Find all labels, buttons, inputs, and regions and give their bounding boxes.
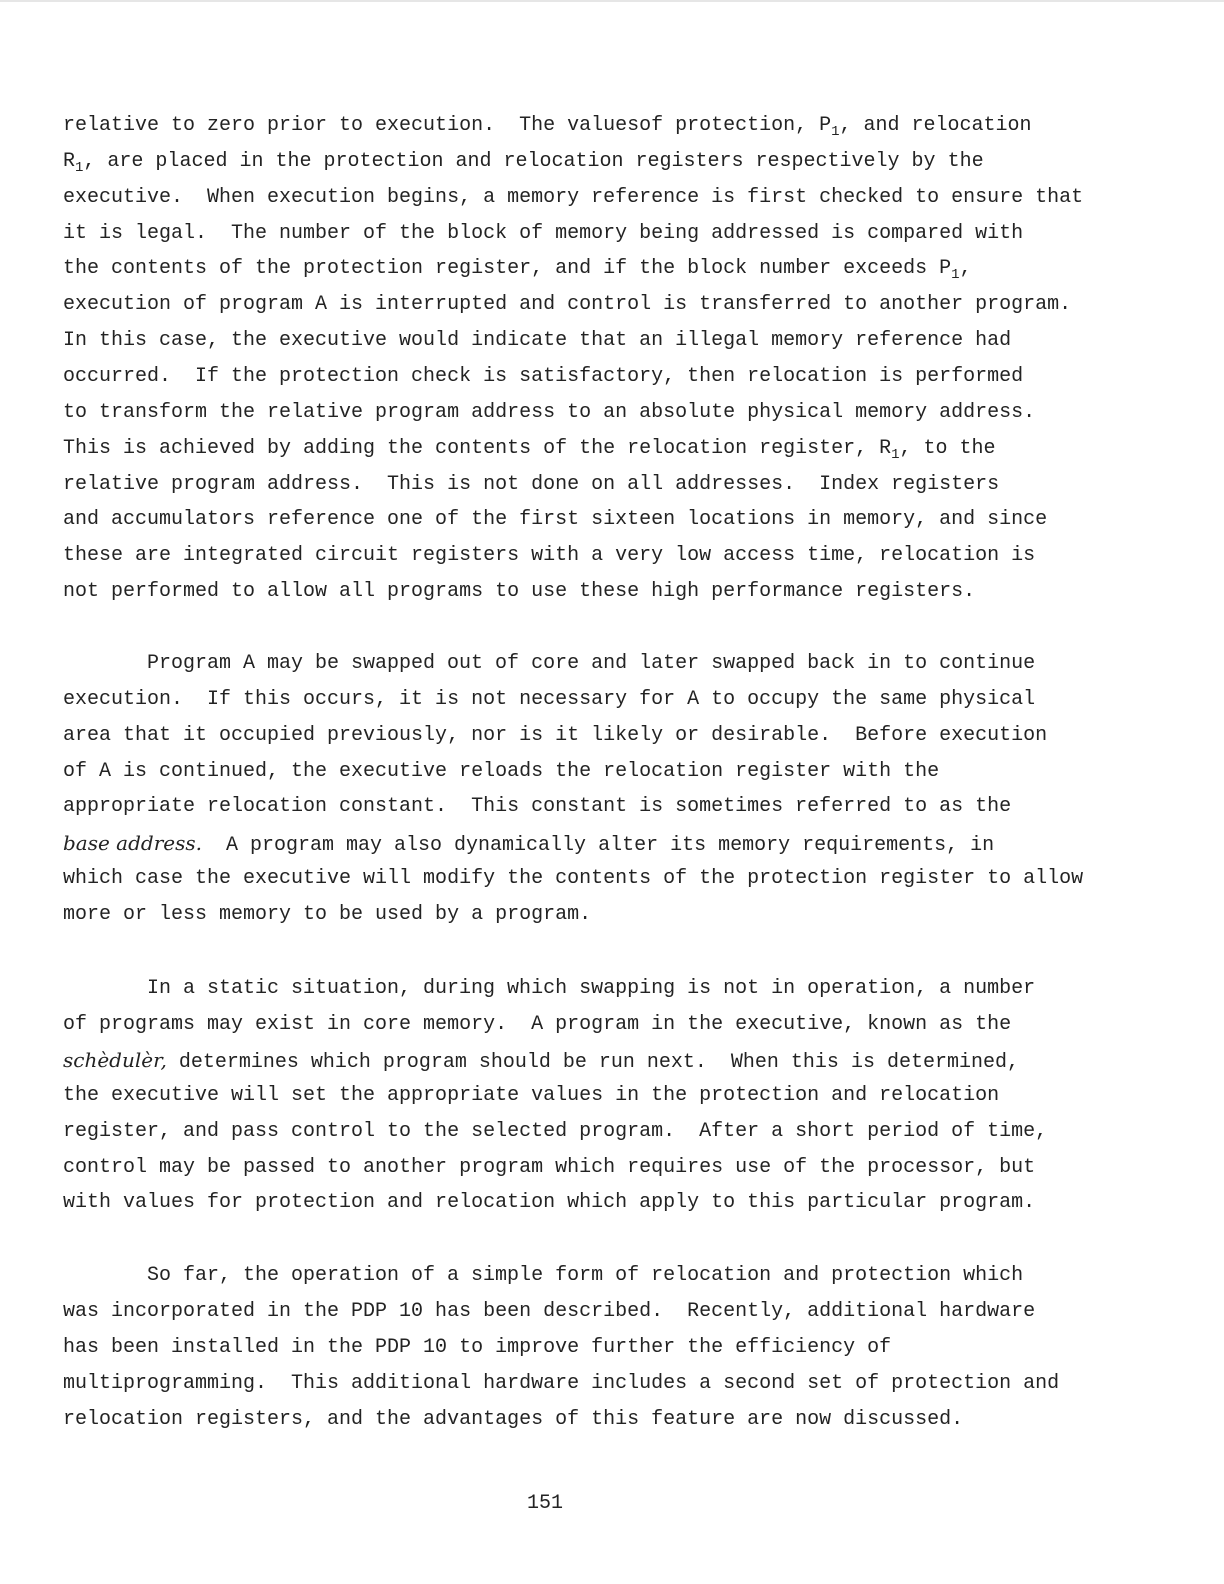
line-text: In this case, the executive would indicate that an illegal memory reference had bbox=[63, 329, 1012, 353]
text-line bbox=[63, 867, 1083, 891]
text-line bbox=[63, 1300, 1035, 1324]
line-text: executive. When execution begins, a memory reference is first checked to ensure that bbox=[63, 185, 1084, 209]
line-text: relocation registers, and the advantages of this feature are now discussed. bbox=[63, 1407, 964, 1431]
text-line bbox=[63, 831, 995, 858]
text-line bbox=[63, 150, 984, 174]
subscript: 1 bbox=[831, 124, 840, 140]
text-line bbox=[63, 293, 1071, 317]
line-text-continued: A program may also dynamically alter its memory requirements, in bbox=[202, 834, 995, 858]
line-text-continued: , are placed in the protection and relocation registers respectively by the bbox=[83, 149, 984, 173]
line-text: has been installed in the PDP 10 to improve further the efficiency of bbox=[63, 1335, 892, 1359]
text-line bbox=[63, 1191, 1035, 1215]
subscript: 1 bbox=[75, 159, 84, 176]
line-text: In a static situation, during which swapping is not in operation, a number bbox=[147, 977, 1036, 1000]
line-text: multiprogramming. This additional hardware includes a second set of protection and bbox=[63, 1371, 1060, 1395]
text-line bbox=[63, 508, 1047, 532]
text-line bbox=[63, 795, 1011, 819]
text-line bbox=[147, 652, 1035, 676]
text-line bbox=[63, 760, 939, 784]
line-text: area that it occupied previously, nor is it likely or desirable. Before execution bbox=[63, 723, 1048, 747]
line-text: these are integrated circuit registers with a very low access time, relocation is bbox=[63, 544, 1036, 568]
text-line bbox=[63, 186, 1083, 210]
line-text-continued: , to the bbox=[899, 436, 996, 460]
text-line bbox=[63, 1013, 1011, 1037]
line-text: Program A may be swapped out of core and later swapped back in to continue bbox=[147, 652, 1036, 675]
line-text: relative program address. This is not done on all addresses. Index registers bbox=[63, 472, 1000, 496]
line-text: was incorporated in the PDP 10 has been described. Recently, additional hardware bbox=[63, 1299, 1036, 1323]
line-text: the contents of the protection register, and if the block number exceeds P bbox=[63, 257, 952, 281]
text-line bbox=[63, 114, 1032, 138]
line-text: it is legal. The number of the block of memory being addressed is compared with bbox=[63, 221, 1024, 245]
italic-term: base address. bbox=[63, 831, 202, 856]
text-line bbox=[63, 580, 975, 604]
text-line bbox=[63, 1120, 1047, 1144]
text-line bbox=[63, 437, 996, 461]
line-text: appropriate relocation constant. This constant is sometimes referred to as the bbox=[63, 795, 1012, 819]
line-text: control may be passed to another program which requires use of the processor, but bbox=[63, 1155, 1036, 1179]
text-line bbox=[63, 365, 1023, 389]
text-line bbox=[63, 688, 1035, 712]
line-text: So far, the operation of a simple form of relocation and protection which bbox=[147, 1264, 1024, 1287]
subscript: 1 bbox=[891, 446, 900, 463]
text-line bbox=[63, 257, 972, 284]
line-text: execution. If this occurs, it is not necessary for A to occupy the same physical bbox=[63, 687, 1036, 711]
text-line bbox=[63, 329, 1011, 353]
text-line bbox=[147, 977, 1035, 1001]
line-text-continued: , and relocation bbox=[839, 114, 1032, 137]
line-text: which case the executive will modify the contents of the protection register to allow bbox=[63, 867, 1084, 891]
text-line bbox=[63, 544, 1035, 568]
line-text: register, and pass control to the selected program. After a short period of time, bbox=[63, 1119, 1048, 1143]
text-line bbox=[63, 903, 591, 927]
line-text: and accumulators reference one of the first sixteen locations in memory, and since bbox=[63, 508, 1048, 532]
line-text: the executive will set the appropriate values in the protection and relocation bbox=[63, 1084, 1000, 1108]
italic-term: schèdulèr, bbox=[63, 1048, 167, 1073]
line-text: of A is continued, the executive reloads the relocation register with the bbox=[63, 759, 940, 783]
line-text-continued: , bbox=[959, 257, 972, 281]
line-text: of programs may exist in core memory. A program in the executive, known as the bbox=[63, 1012, 1012, 1036]
line-text: with values for protection and relocation which apply to this particular program. bbox=[63, 1191, 1036, 1215]
line-text: occurred. If the protection check is satisfactory, then relocation is performed bbox=[63, 365, 1024, 388]
text-line bbox=[63, 222, 1023, 246]
line-text-continued: determines which program should be run next. When this is determined, bbox=[166, 1051, 1019, 1075]
text-line bbox=[63, 1336, 891, 1360]
text-line bbox=[147, 1264, 1023, 1288]
scan-top-edge bbox=[0, 0, 1224, 2]
line-text: This is achieved by adding the contents of the relocation register, R bbox=[63, 436, 892, 460]
line-text: more or less memory to be used by a program. bbox=[63, 903, 592, 926]
page-number: 151 bbox=[527, 1492, 564, 1515]
line-text: relative to zero prior to execution. The valuesof protection, P bbox=[63, 114, 832, 137]
text-line bbox=[63, 724, 1047, 748]
text-line bbox=[63, 1156, 1035, 1180]
line-text: execution of program A is interrupted and control is transferred to another program. bbox=[63, 293, 1072, 317]
subscript: 1 bbox=[951, 267, 960, 284]
line-text: R bbox=[63, 149, 76, 173]
text-line bbox=[63, 1372, 1059, 1396]
line-text: not performed to allow all programs to use these high performance registers. bbox=[63, 580, 976, 603]
text-line bbox=[63, 401, 1035, 425]
line-text: to transform the relative program address to an absolute physical memory address. bbox=[63, 400, 1036, 424]
text-line bbox=[63, 473, 999, 497]
text-line bbox=[63, 1048, 1019, 1075]
text-line bbox=[63, 1408, 963, 1432]
text-line bbox=[63, 1084, 999, 1108]
